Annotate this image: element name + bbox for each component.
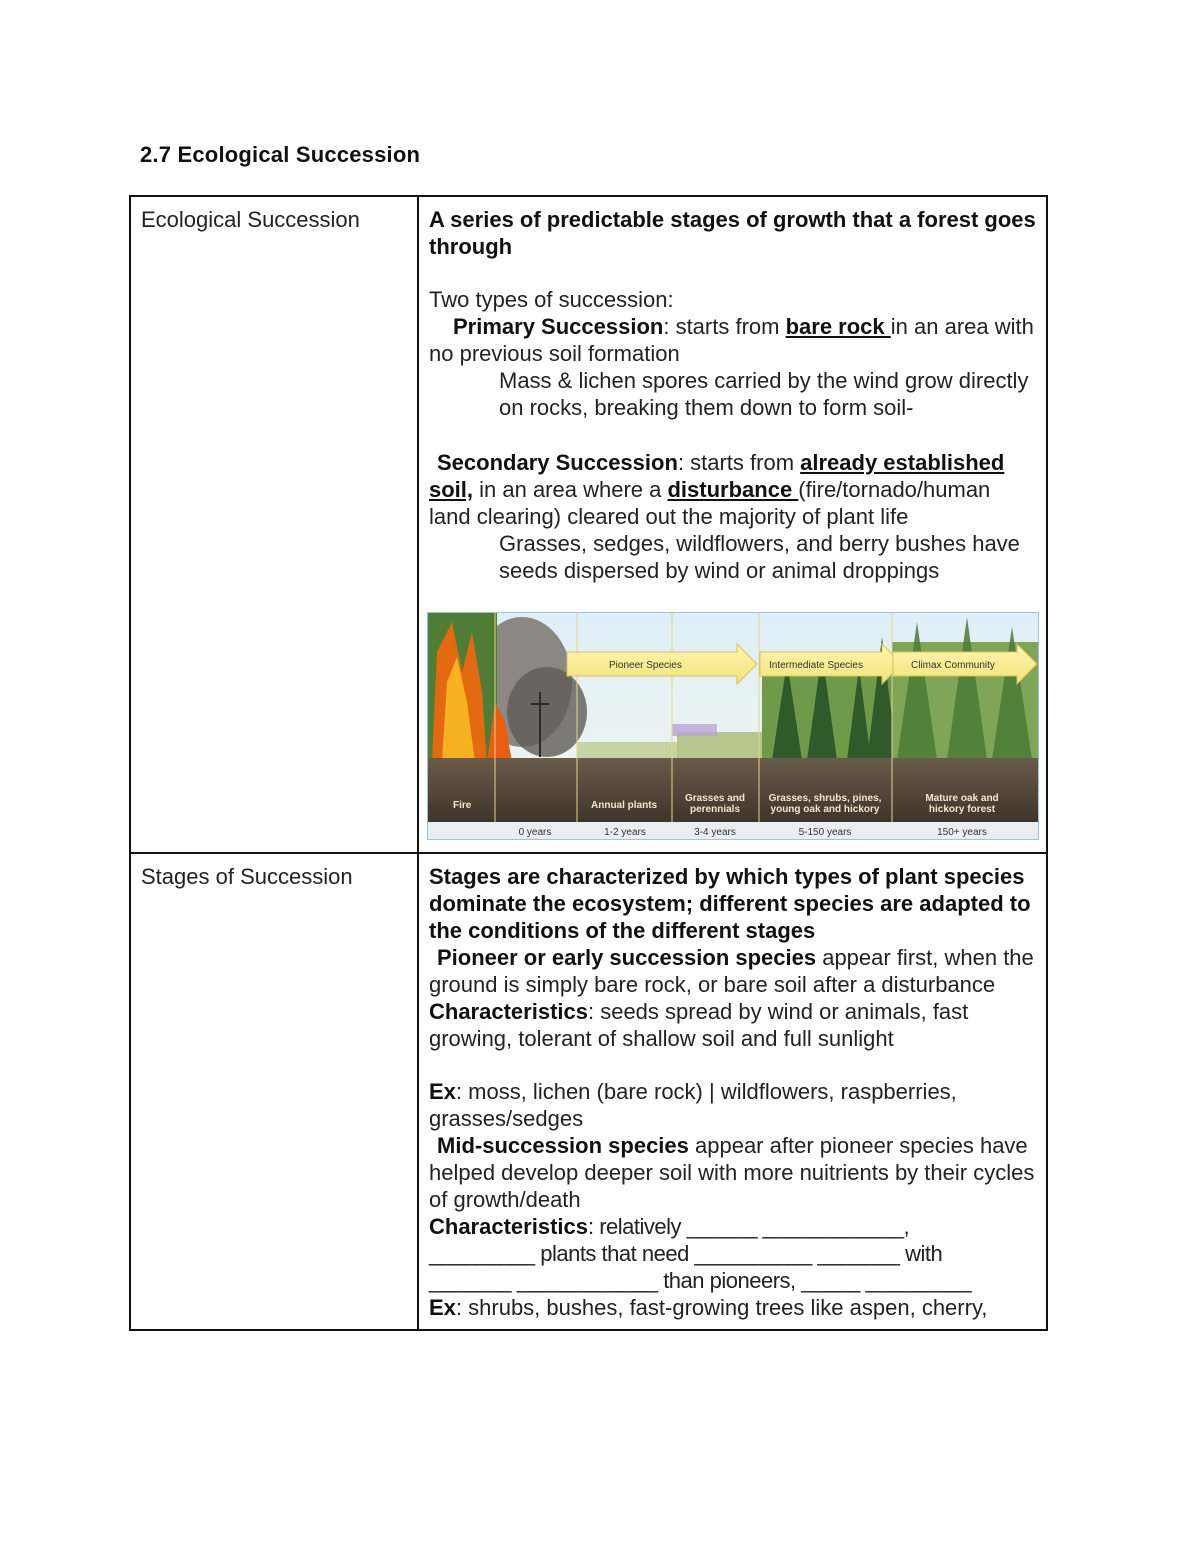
definition-cell xyxy=(418,853,1047,1330)
secondary-text-a: : starts from xyxy=(677,450,801,475)
table-row-stages-of-succession xyxy=(130,853,1047,1330)
stage-label-grasses-1: Grasses and xyxy=(684,793,746,804)
mid-label: Mid-succession species xyxy=(437,1133,689,1158)
years-label-2: 3-4 years xyxy=(694,827,736,838)
term-cell xyxy=(130,196,418,853)
definition-bold: A series of predictable stages of growth that a forest goes through xyxy=(429,207,1036,259)
years-label-1: 1-2 years xyxy=(604,827,646,838)
mid-ex-text: : shrubs, bushes, fast-growing trees like aspen, cherry, xyxy=(455,1295,988,1320)
definition-bold: Stages are characterized by which types of plant species dominate the ecosystem; different species are adapted to the conditions of the different stages xyxy=(429,864,1031,943)
pioneer-ex-text: : moss, lichen (bare rock) | wildflowers, raspberries, grasses/sedges xyxy=(429,1079,957,1131)
stage-label-annual: Annual plants xyxy=(591,800,658,811)
mid-char-text-3: _______ ____________ than pioneers, _____ _________ xyxy=(429,1268,972,1293)
stage-label-grasses-2: perennials xyxy=(689,804,741,815)
mid-char-text-2: _________ plants that need __________ _______ with xyxy=(429,1241,943,1266)
term-label: Stages of Succession xyxy=(141,864,353,889)
pioneer-char-label: Characteristics xyxy=(429,999,588,1024)
mid-char-text-1: : relatively ______ ____________, xyxy=(587,1214,910,1239)
table-row-ecological-succession xyxy=(130,196,1047,853)
secondary-detail: Grasses, sedges, wildflowers, and berry bushes have seeds dispersed by wind or animal droppings xyxy=(499,531,1020,583)
stage-label-mature-1: Mature oak and xyxy=(925,793,999,804)
page-title: 2.7 Ecological Succession xyxy=(140,142,421,167)
pioneer-char-text: : seeds spread by wind or animals, fast growing, tolerant of shallow soil and full sunlight xyxy=(429,999,969,1051)
secondary-underlined-b: disturbance xyxy=(667,477,799,502)
stage-label-mature-2: hickory forest xyxy=(928,804,996,815)
primary-label: Primary Succession xyxy=(453,314,664,339)
stage-label-shrubs-1: Grasses, shrubs, pines, xyxy=(768,793,882,804)
mid-text: appear after pioneer species have helped develop deeper soil with more nuitrients by their cycles of growth/death xyxy=(429,1133,1035,1212)
stage-label-shrubs-2: young oak and hickory xyxy=(770,804,880,815)
primary-text-a: : starts from xyxy=(663,314,786,339)
arrow-label-climax: Climax Community xyxy=(911,660,995,671)
pioneer-label: Pioneer or early succession species xyxy=(437,945,817,970)
succession-diagram xyxy=(427,612,1039,840)
years-label-3: 5-150 years xyxy=(798,827,852,838)
arrow-label-pioneer: Pioneer Species xyxy=(609,660,682,671)
succession-table xyxy=(129,195,1048,1331)
arrow-label-intermediate: Intermediate Species xyxy=(769,660,863,671)
primary-text-b: in an area with no previous soil formation xyxy=(429,314,1034,366)
definition-cell xyxy=(418,196,1047,853)
pioneer-text: appear first, when the ground is simply bare rock, or bare soil after a disturbance xyxy=(429,945,1034,997)
secondary-text-c: (fire/tornado/human land clearing) cleared out the majority of plant life xyxy=(429,477,991,529)
stage-label-fire: Fire xyxy=(453,800,472,811)
secondary-text-b: in an area where a xyxy=(473,477,668,502)
secondary-label: Secondary Succession xyxy=(437,450,678,475)
pioneer-ex-label: Ex xyxy=(429,1079,456,1104)
succession-intro: Two types of succession: xyxy=(429,287,674,312)
secondary-underlined-a: already established soil, xyxy=(429,450,1005,502)
primary-detail: Mass & lichen spores carried by the wind grow directly on rocks, breaking them down to form soil- xyxy=(499,368,1029,420)
primary-underlined: bare rock xyxy=(785,314,891,339)
term-label: Ecological Succession xyxy=(141,207,360,232)
years-label-4: 150+ years xyxy=(937,827,987,838)
mid-char-label: Characteristics xyxy=(429,1214,588,1239)
term-cell xyxy=(130,853,418,1330)
mid-ex-label: Ex xyxy=(429,1295,456,1320)
years-label-0: 0 years xyxy=(518,827,552,838)
